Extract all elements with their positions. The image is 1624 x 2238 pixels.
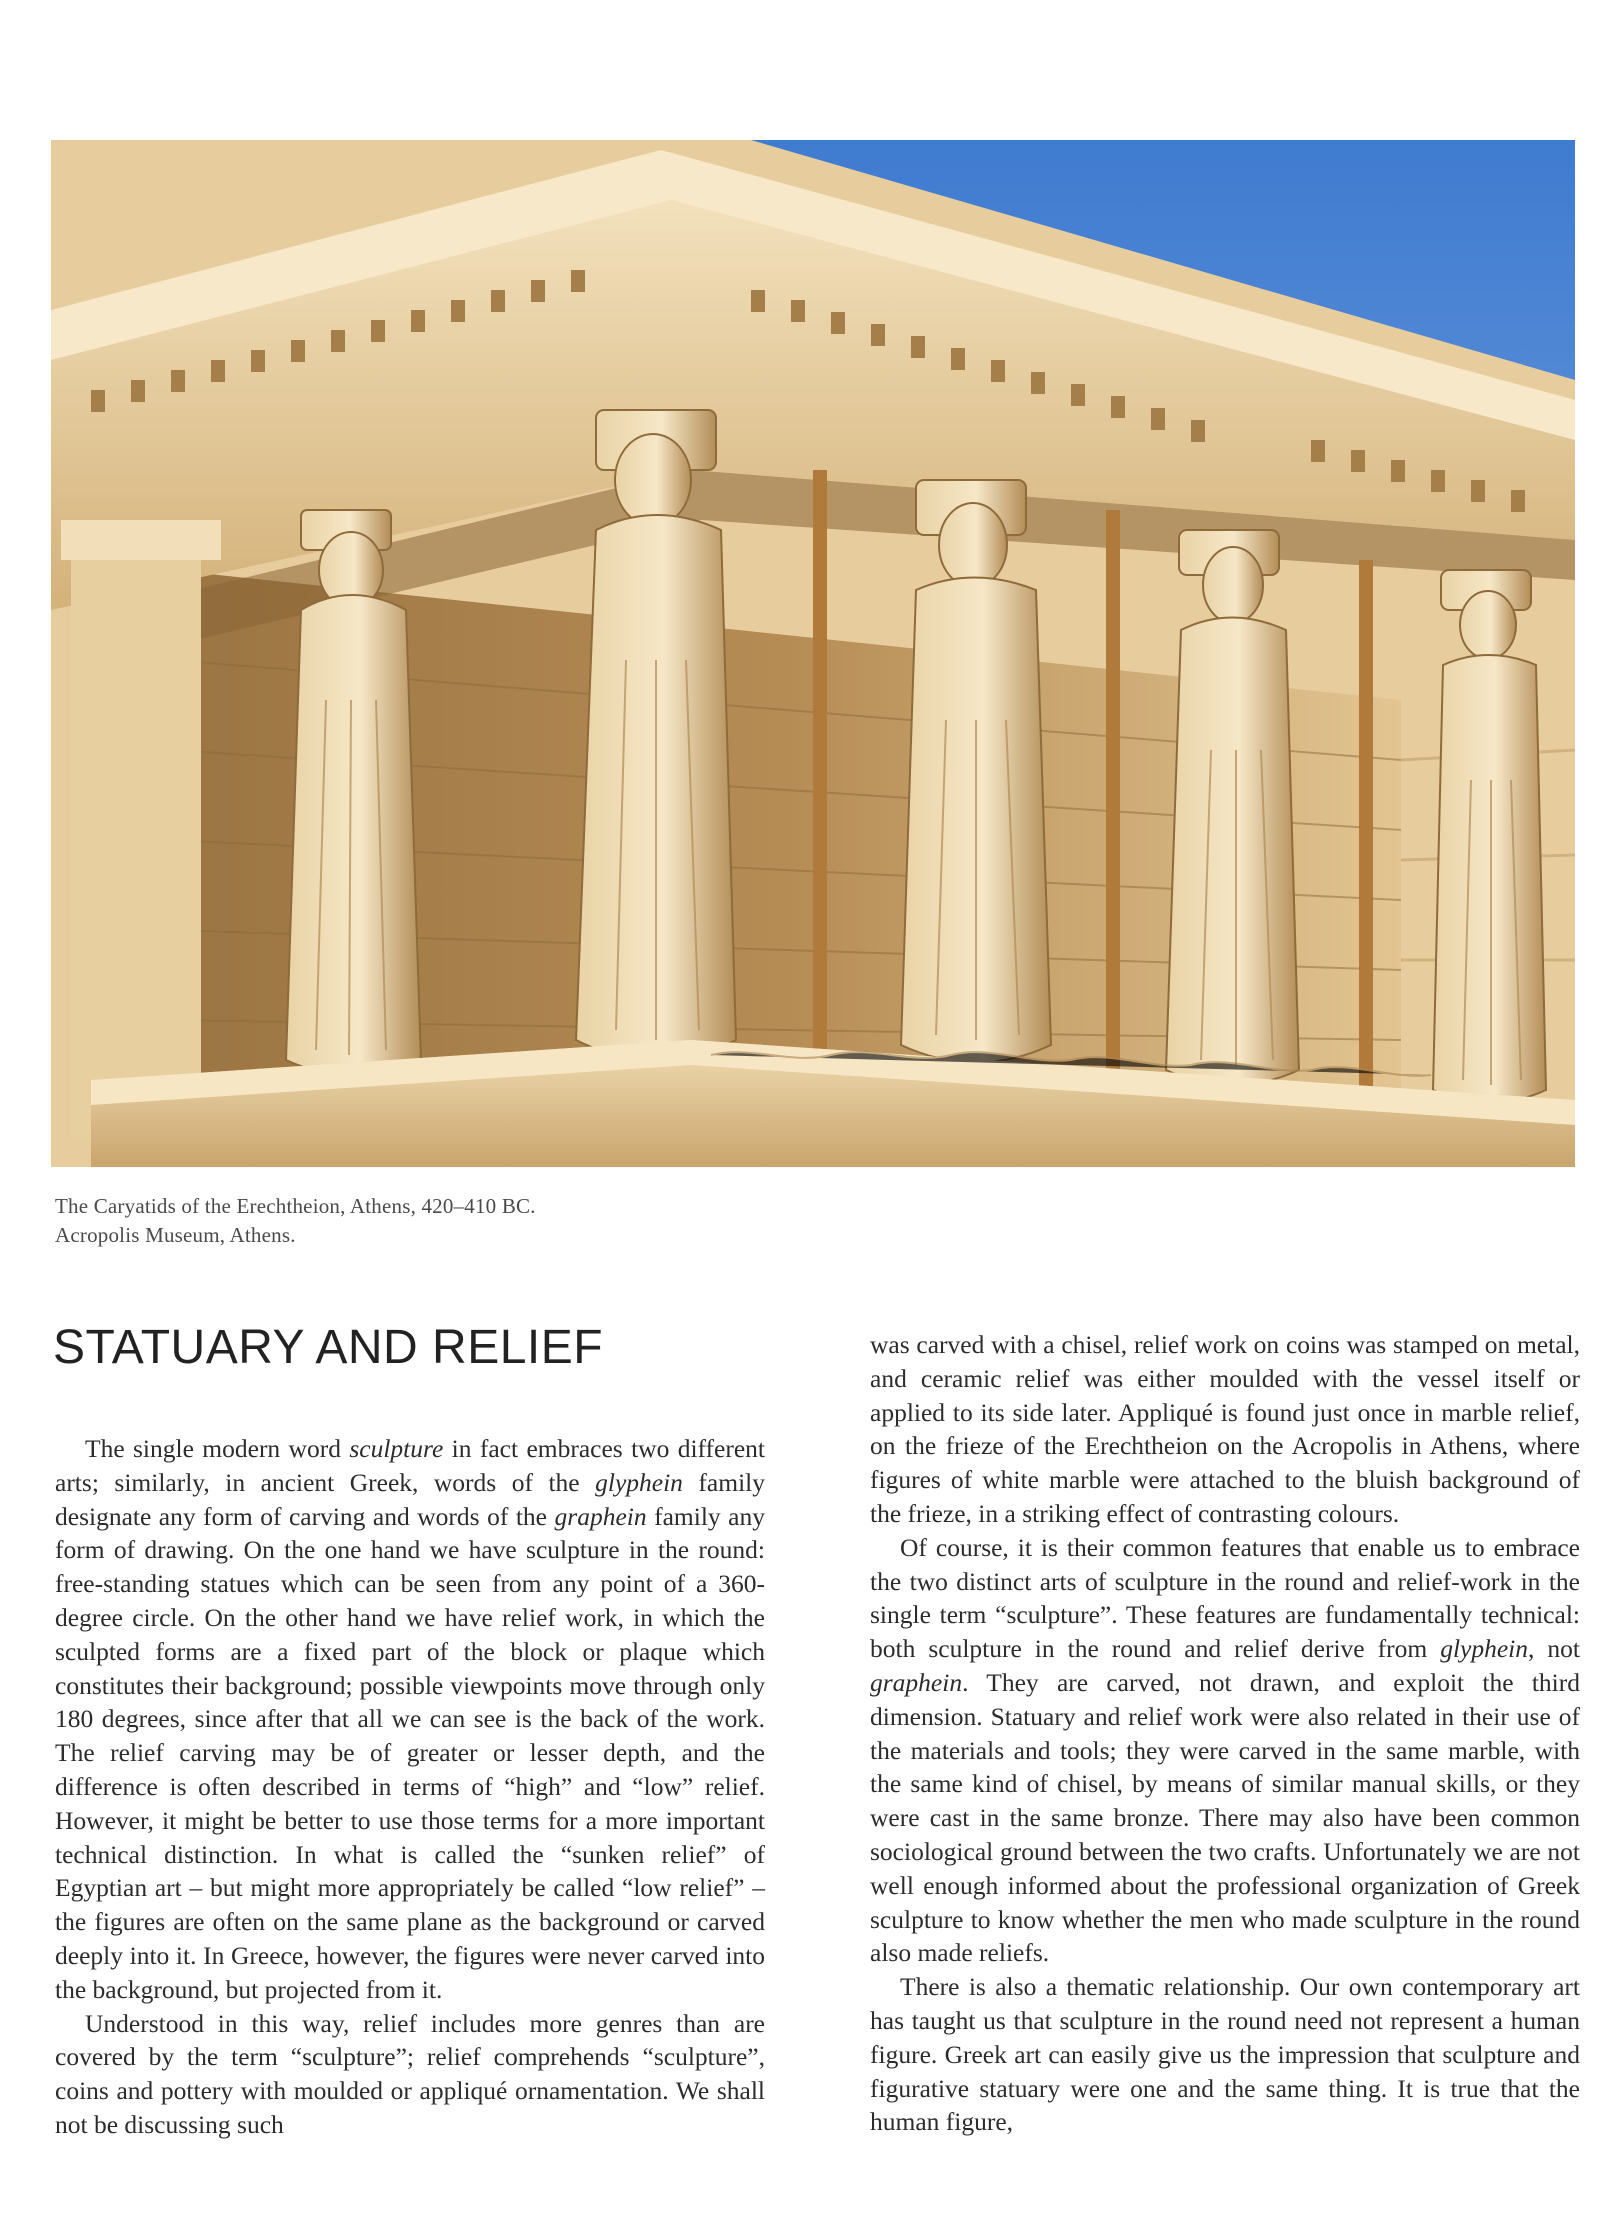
paragraph: Of course, it is their common features that enable us to embrace the two distinct arts of sculpture in the round and relief-work in the single term “sculpture”. These features are fundamentally technical: both sculpture in the round and relief derive from glyphein, not graphein. They are carved, not drawn, and exploit the third dimension. Statuary and relief work were also related in their use of the materials and tools; they were carved in the same marble, with the same kind of chisel, by means of similar manual skills, or they were cast in the same bronze. There may also have been common sociological ground between the two crafts. Unfortunately we are not well enough informed about the professional organization of Greek sculpture to know whether the men who made sculpture in the round also made reliefs. (870, 1532, 1580, 1968)
paragraph: was carved with a chisel, relief work on coins was stamped on metal, and ceramic relief was either moulded with the vessel itself or applied to its side later. Appliqué is found just once in marble relief, on the frieze of the Erechtheion on the Acropolis in Athens, where figures of white marble were attached to the bluish background of the frieze, in a striking effect of contrasting colours. (870, 1330, 1580, 1528)
text-column-left (55, 1432, 765, 2142)
paragraph: The single modern word sculpture in fact embraces two different arts; similarly, in ancient Greek, words of the glyphein family designate any form of carving and words of the graphein family any form of drawing. On the one hand we have sculpture in the round: free-standing statues which can be seen from any point of a 360-degree circle. On the other hand we have relief work, in which the sculpted forms are a fixed part of the block or plaque which constitutes their background; possible viewpoints move through only 180 degrees, since after that all we can see is the back of the work. The relief carving may be of greater or lesser depth, and the difference is often described in terms of “high” and “low” relief. However, it might be better to use those terms for a more important technical distinction. In what is called the “sunken relief” of Egyptian art – but might more appropriately be called “low relief” – the figures are often on the same plane as the background or carved deeply into it. In Greece, however, the figures were never carved into the background, but projected from it. (55, 1434, 766, 2004)
paragraph: Understood in this way, relief includes more genres than are covered by the term “sculpture”; relief comprehends “sculpture”, coins and pottery with moulded or appliqué ornamentation. We shall not be discussing such (55, 2008, 765, 2139)
photo-caption (55, 1192, 955, 1250)
text-column-right (870, 1328, 1580, 2139)
caption-line-2: Acropolis Museum, Athens. (55, 1223, 296, 1247)
section-title: STATUARY AND RELIEF (53, 1321, 604, 1374)
caryatids-photo (51, 140, 1575, 1167)
paragraph: There is also a thematic relationship. Our own contemporary art has taught us that sculpture in the round need not represent a human figure. Greek art can easily give us the impression that sculpture and figurative statuary were one and the same thing. It is true that the human figure, (870, 1972, 1580, 2137)
caption-line-1: The Caryatids of the Erechtheion, Athens, 420–410 BC. (55, 1194, 536, 1218)
